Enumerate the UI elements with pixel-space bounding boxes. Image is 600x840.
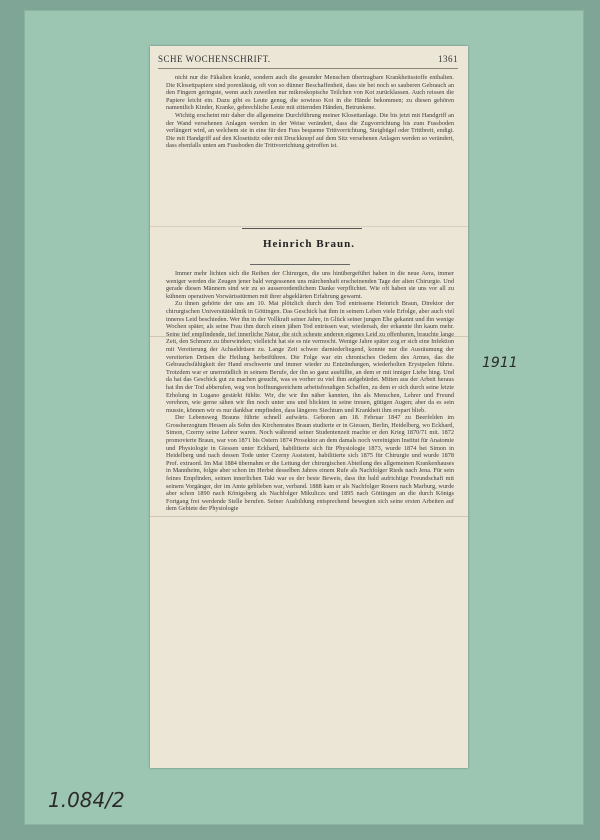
article-body — [166, 270, 454, 764]
paragraph: Wichtig erscheint mir daher die allgemeine Durchführung meiner Klosettanlage. Die bis jetzt mit Handgriff an der Wand versehenen Anlagen werden in der Weise verändert, dass die Zugvorrichtung bis zum Fussboden verlängert wird, an welchem sie in eine für den Fuss bequeme Trittvorrichtung, Steigbügel oder Trittbrett, endigt. Die mit Handgriff auf den Klosettsitz oder mit Druckknopf auf dem Sitz versehenen Anlagen werden so verändert, dass ebenfalls unten am Fussboden die Trittvorrichtung getroffen ist. — [166, 111, 454, 150]
newspaper-clipping — [150, 46, 468, 768]
journal-name: SCHE WOCHENSCHRIFT. — [158, 54, 271, 64]
intro-text-block — [166, 74, 454, 224]
section-divider — [242, 228, 362, 229]
handwritten-year: 1911 — [482, 355, 518, 371]
handwritten-catalog-number: 1.084/2 — [48, 788, 125, 812]
paragraph: Zu ihnen gehörte der uns am 10. Mai plötzlich durch den Tod entrissene Heinrich Braun, Direktor der chirurgischen Universitätsklinik in Göttingen. Das Geschick hat ihm in seinem Leben viele Erfolge, aber auch viel inneres Leid beschieden. Wer ihn in der Vollkraft seiner Jahre, in Glück seiner jungen Ehe gekannt und ihn wenige Wochen später, als seine Frau ihm durch einen jähen Tod entrissen war, wiedersah, der erkannte ihn kaum mehr. Seine tief empfindende, tief innerliche Natur, die sich scheute anderen eigenes Leid zu offenbaren, brauchte lange Zeit, den Schmerz zu überwinden; vielleicht hat sie es nie vermocht. Wenige Jahre später zog er sich eine Infektion mit Vereiterung der Achseldrüsen zu. Lange Zeit schwer darniederliegend, konnte nur die Ausräumung der vereiterten Drüsen die Heilung herbeiführen. Die Folge war ein chronisches Oedem des Armes, das die Gebrauchsfähigkeit der Hand erschwerte und immer wieder zu Entzündungen, wiederholten Erysipelen führte. Trotzdem war er unermüdlich in seinem Berufe, der ihn so ganz ausfüllte, an dem er mit inniger Liebe hing. Und da hat das Geschick gut zu machen gesucht, was es vorher zu viel ihm aufgebürdet. Mitten aus der Arbeit heraus hat ihn der Tod abberufen, weg von hoffnungsreichem arbeitsfreudigen Schaffen, zu dem er sich durch seine letzte Erholung in Lugano gestärkt fühlte. Wir, die wir ihn näher kannten, ihn als Menschen, Lehrer und Freund verehren, wie gerne sähen wir ihn noch unter uns und blickten in seine treuen, gütigen Augen; aber da es sein musste, können wir es nur dankbar empfinden, dass längeres Siechtum und Krankheit ihm erspart blieb. — [166, 300, 454, 414]
page-number: 1361 — [438, 54, 458, 64]
paragraph: Der Lebensweg Brauns führte schnell aufwärts. Geboren am 18. Februar 1847 zu Beerfelden im Grossherzogtum Hessen als Sohn des Kirchenrates Braun studierte er in Giessen, Berlin, Heidelberg, wo Eckhard, Simon, Czerny seine Lehrer waren. Noch während seiner Studentenzeit machte er den Krieg 1870/71 mit. 1872 promovierte Braun, war von 1871 bis Ostern 1874 Prosektor an dem damals noch vereinigten Institut für Anatomie und Physiologie in Giessen unter Eckhard, habilitierte sich für Physiologie 1873, wurde 1874 bei Simon in Heidelberg und nach dessen Tode unter Czerny Assistent, habilitierte sich 1875 für Chirurgie und wurde 1878 Prof. extraord. Im Mai 1884 übernahm er die Leitung der chirurgischen Abteilung des allgemeinen Krankenhauses in Mannheim, folgte aber schon im Herbst desselben Jahres einem Rufe als Nachfolger Rieds nach Jena. Für sein feines Empfinden, seinen innerlichen Takt war es der beste Beweis, dass ihn bald aufrichtige Freundschaft mit seinem Vorgänger, der im Amte geblieben war, verband. 1888 kam er als Nachfolger Rosers nach Marburg, wurde aber schon 1890 nach Königsberg als Nachfolger Mikuliczs und 1895 nach Göttingen an die durch Königs Fortgang frei werdende Stelle berufen. Seiner Ausbildung entsprechend bewegten sich seine ersten Arbeiten auf dem Gebiete der Physiologie — [166, 414, 454, 513]
running-header — [158, 54, 458, 69]
paragraph: nicht nur die Fäkalien krankt, sondern auch die gesunder Menschen übertragbare Krankheitsstoffe enthalten. Die Klosettpapiere sind porenlässig, oft von so dünner Beschaffenheit, dass sie bei noch so sauberen Gebrauch an den Fingern geringste, wenn auch zuweilen nur mikroskopische Teilchen von Kot zurücklassen. Auch reissen die Papiere leicht ein. Dazu gibt es Leute genug, die sowieso Kot in die Hände bekommen; zu diesen gehören namentlich Kinder, Kranke, gebrechliche Leute mit zitternden Händen, Betrunkene. — [166, 74, 454, 112]
article-title: Heinrich Braun. — [262, 238, 355, 250]
paragraph: Immer mehr lichten sich die Reihen der Chirurgen, die uns hinübergeführt haben in die neue Aera, immer weniger werden die Zeugen jener bald vergessenen uns märchenhaft erscheinenden Tage der alten Chirurgie. Und gerade diesen Männern sind wir zu so ausserordentlichem Danke verpflichtet. Wie oft haben sie uns vor all zu kühnem operativen Vorwärtsstürmen mit ihrer abgeklärten Erfahrung gewarnt. — [166, 270, 454, 300]
title-underline — [250, 264, 350, 265]
